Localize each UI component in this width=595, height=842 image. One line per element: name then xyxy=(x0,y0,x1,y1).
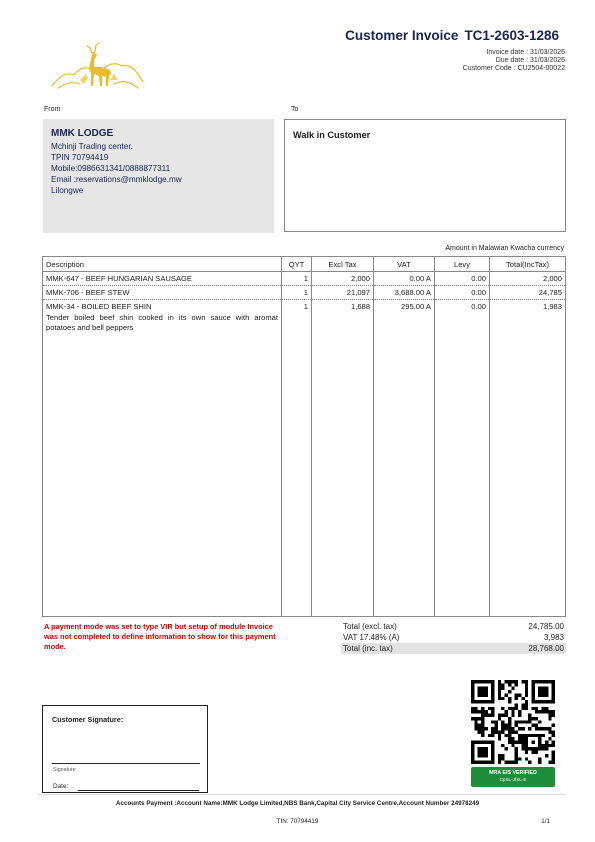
sender-address-box xyxy=(43,119,274,233)
invoice-title-label: Customer Invoice xyxy=(345,28,459,43)
customer-signature-box xyxy=(42,705,208,793)
signature-line xyxy=(52,763,200,764)
totals-block xyxy=(341,621,566,654)
row-excl-tax: 2,000 xyxy=(312,272,374,286)
row-qty: 1 xyxy=(282,300,312,334)
header-description: Description xyxy=(43,257,282,272)
row-vat: 0.00 A xyxy=(374,272,435,286)
total-excl-row xyxy=(341,621,566,632)
sender-name: MMK LODGE xyxy=(51,128,114,139)
invoice-date: Invoice date : 31/03/2026 xyxy=(486,49,565,56)
row-total: 24,785 xyxy=(490,286,566,300)
table-filler-row xyxy=(43,333,566,617)
table-row xyxy=(43,300,566,334)
from-label: From xyxy=(44,106,61,113)
table-row xyxy=(43,272,566,286)
row-levy: 0.00 xyxy=(435,272,490,286)
vat-row xyxy=(341,632,566,643)
row-description: MMK-647 - BEEF HUNGARIAN SAUSAGE xyxy=(43,272,282,286)
date-line xyxy=(78,790,199,791)
sender-city: Lilongwe xyxy=(51,186,84,195)
row-total: 1,983 xyxy=(490,300,566,334)
payment-account-info: Accounts Payment :Account Name:MMK Lodge Limited,NBS Bank,Capital City Service Centre,Account Number 24978249 xyxy=(115,800,480,807)
to-label: To xyxy=(291,106,299,113)
row-levy: 0.00 xyxy=(435,300,490,334)
header-levy: Levy xyxy=(435,257,490,272)
row-vat: 295.00 A xyxy=(374,300,435,334)
signature-label: Signature xyxy=(53,767,76,773)
date-label: Date: xyxy=(53,783,69,790)
row-detail: Tender boiled beef shin cooked in its own sauce with aromat potatoes and bell peppers xyxy=(46,313,278,332)
header-qty: QYT xyxy=(282,257,312,272)
footer-tin: TIN: 70794419 xyxy=(276,818,319,825)
verification-badge xyxy=(471,767,555,787)
total-excl-value: 24,785.00 xyxy=(528,622,564,631)
sender-tpin: TPIN 70794419 xyxy=(51,153,109,162)
invoice-title xyxy=(345,28,565,43)
sender-address-line: Mchinji Trading center. xyxy=(51,142,133,151)
signature-title: Customer Signature: xyxy=(52,715,124,724)
invoice-meta xyxy=(463,49,565,73)
total-inc-row xyxy=(341,643,566,654)
row-levy: 0.00 xyxy=(435,286,490,300)
table-header-row xyxy=(43,257,566,272)
header-vat: VAT xyxy=(374,257,435,272)
badge-code: CpSL-JfSL-E xyxy=(499,777,527,782)
sender-mobile: Mobile:0986631341/0888877311 xyxy=(51,164,171,173)
due-date: Due date : 31/03/2026 xyxy=(495,57,565,64)
row-excl-tax: 1,688 xyxy=(312,300,374,334)
row-qty: 1 xyxy=(282,286,312,300)
footer-divider xyxy=(38,794,566,795)
badge-title: MRA EIS VERIFIED xyxy=(489,770,537,776)
recipient-address-box xyxy=(284,119,566,232)
invoice-number: TC1-2603-1286 xyxy=(464,28,559,43)
deer-mountains-logo xyxy=(50,40,145,92)
row-description: MMK-34 - BOILED BEEF SHIN xyxy=(46,302,152,311)
row-qty: 1 xyxy=(282,272,312,286)
row-total: 2,000 xyxy=(490,272,566,286)
header-total: Total(IncTax) xyxy=(490,257,566,272)
header-excl-tax: Excl Tax xyxy=(312,257,374,272)
recipient-name: Walk in Customer xyxy=(293,130,371,140)
total-excl-label: Total (excl. tax) xyxy=(343,622,397,631)
payment-mode-warning: A payment mode was set to type VIR but setup of module Invoice was not completed to define information to show for this payment mode. xyxy=(44,622,276,651)
sender-email: Email :reservations@mmklodge.mw xyxy=(51,175,182,184)
table-row xyxy=(43,286,566,300)
customer-code: Customer Code : CU2504-00022 xyxy=(462,65,565,72)
row-description: MMK-706 - BEEF STEW xyxy=(43,286,282,300)
row-vat: 3,688.00 A xyxy=(374,286,435,300)
currency-note: Amount in Malawian Kwacha currency xyxy=(445,245,564,252)
vat-label: VAT 17.48% (A) xyxy=(343,633,400,642)
invoice-lines-table xyxy=(42,256,566,617)
qr-code-icon xyxy=(471,680,555,764)
total-inc-value: 28,768.00 xyxy=(528,644,564,653)
page-number: 1/1 xyxy=(541,818,550,825)
total-inc-label: Total (inc. tax) xyxy=(343,644,393,653)
vat-value: 3,983 xyxy=(543,633,564,642)
row-excl-tax: 21,097 xyxy=(312,286,374,300)
